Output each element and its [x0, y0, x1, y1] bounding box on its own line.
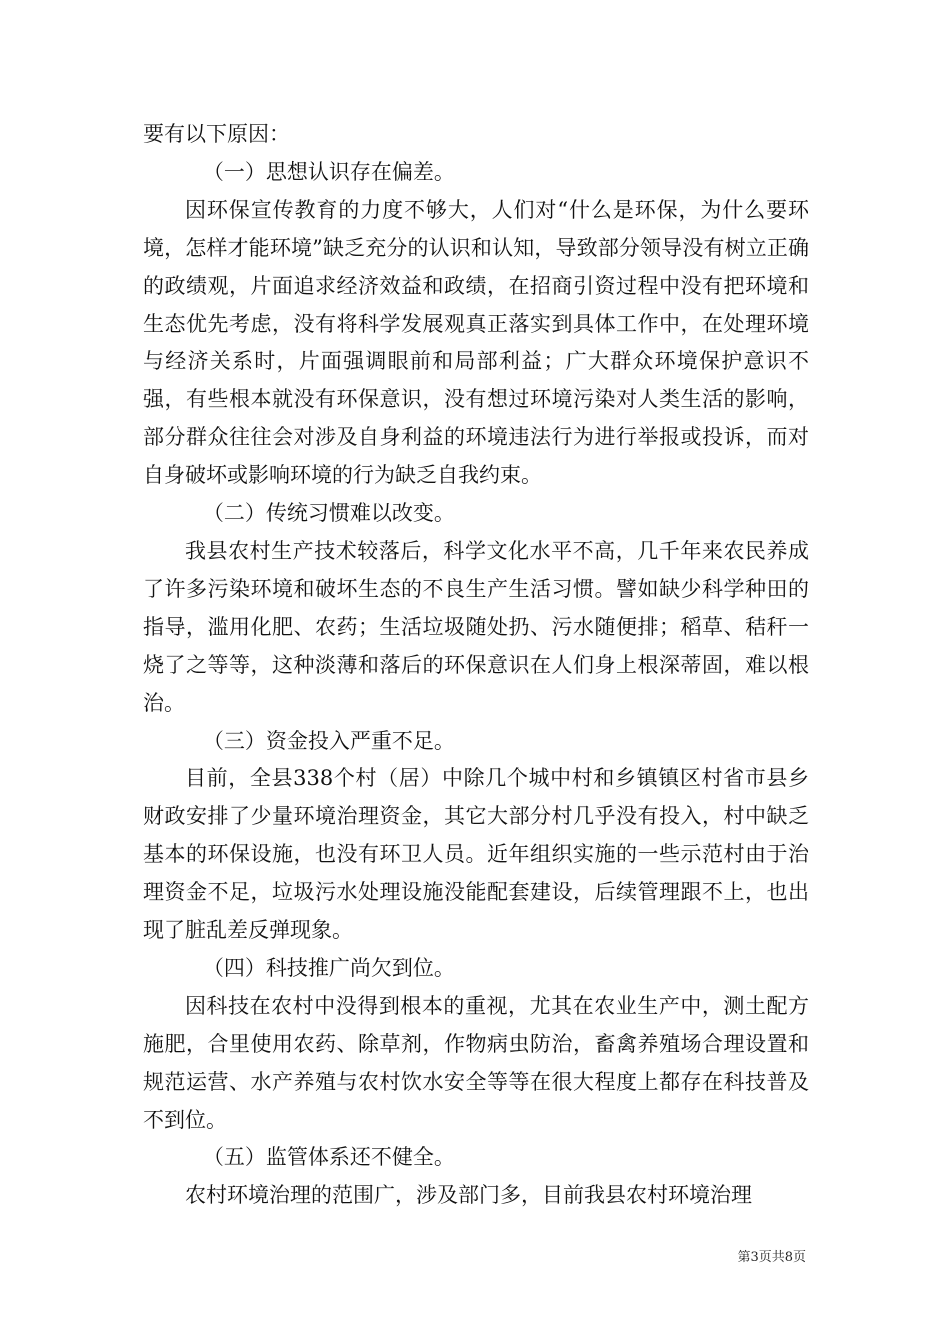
section-heading-2: （二）传统习惯难以改变。 — [202, 501, 455, 526]
paragraph-body: 因环保宣传教育的力度不够大，人们对“什么是环保，为什么要环境，怎样才能环境”缺乏充分的认识和认知，导致部分领导没有树立正确的政绩观，片面追求经济效益和政绩，在招商引资过程中没有把环境和生态优先考虑，没有将科学发展观真正落实到具体工作中，在处理环境与经济关系时，片面强调眼前和局部利益；广大群众环境保护意识不强，有些根本就没有环保意识，没有想过环境污染对人类生活的影响，部分群众往往会对涉及自身利益的环境违法行为进行举报或投诉，而对自身破坏或影响环境的行为缺乏自我约束。 — [143, 197, 809, 488]
document-body — [143, 116, 809, 1215]
paragraph-body: 因科技在农村中没得到根本的重视，尤其在农业生产中，测土配方施肥，合里使用农药、除草剂，作物病虫防治，畜禽养殖场合理设置和规范运营、水产养殖与农村饮水安全等等在很大程度上都存在科技普及不到位。 — [143, 993, 809, 1132]
section-heading-4: （四）科技推广尚欠到位。 — [202, 955, 455, 980]
paragraph-continued: 要有以下原因： — [143, 122, 290, 146]
section-heading-5: （五）监管体系还不健全。 — [202, 1145, 455, 1170]
paragraph-body: 农村环境治理的范围广，涉及部门多，目前我县农村环境治理 — [185, 1183, 752, 1208]
paragraph-body: 目前，全县338个村（居）中除几个城中村和乡镇镇区村省市县乡财政安排了少量环境治理资金，其它大部分村几乎没有投入，村中缺乏基本的环保设施，也没有环卫人员。近年组织实施的一些示范村由于治理资金不足，垃圾污水处理设施没能配套建设，后续管理跟不上，也出现了脏乱差反弹现象。 — [143, 766, 809, 943]
section-heading-3: （三）资金投入严重不足。 — [202, 728, 455, 753]
paragraph-body: 我县农村生产技术较落后，科学文化水平不高，几千年来农民养成了许多污染环境和破坏生态的不良生产生活习惯。譬如缺少科学种田的指导，滥用化肥、农药；生活垃圾随处扔、污水随便排；稻草、秸秆一烧了之等等，这种淡薄和落后的环保意识在人们身上根深蒂固，难以根治。 — [143, 538, 809, 715]
page-number: 第3页共8页 — [737, 1250, 806, 1265]
section-heading-1: （一）思想认识存在偏差。 — [202, 159, 455, 184]
